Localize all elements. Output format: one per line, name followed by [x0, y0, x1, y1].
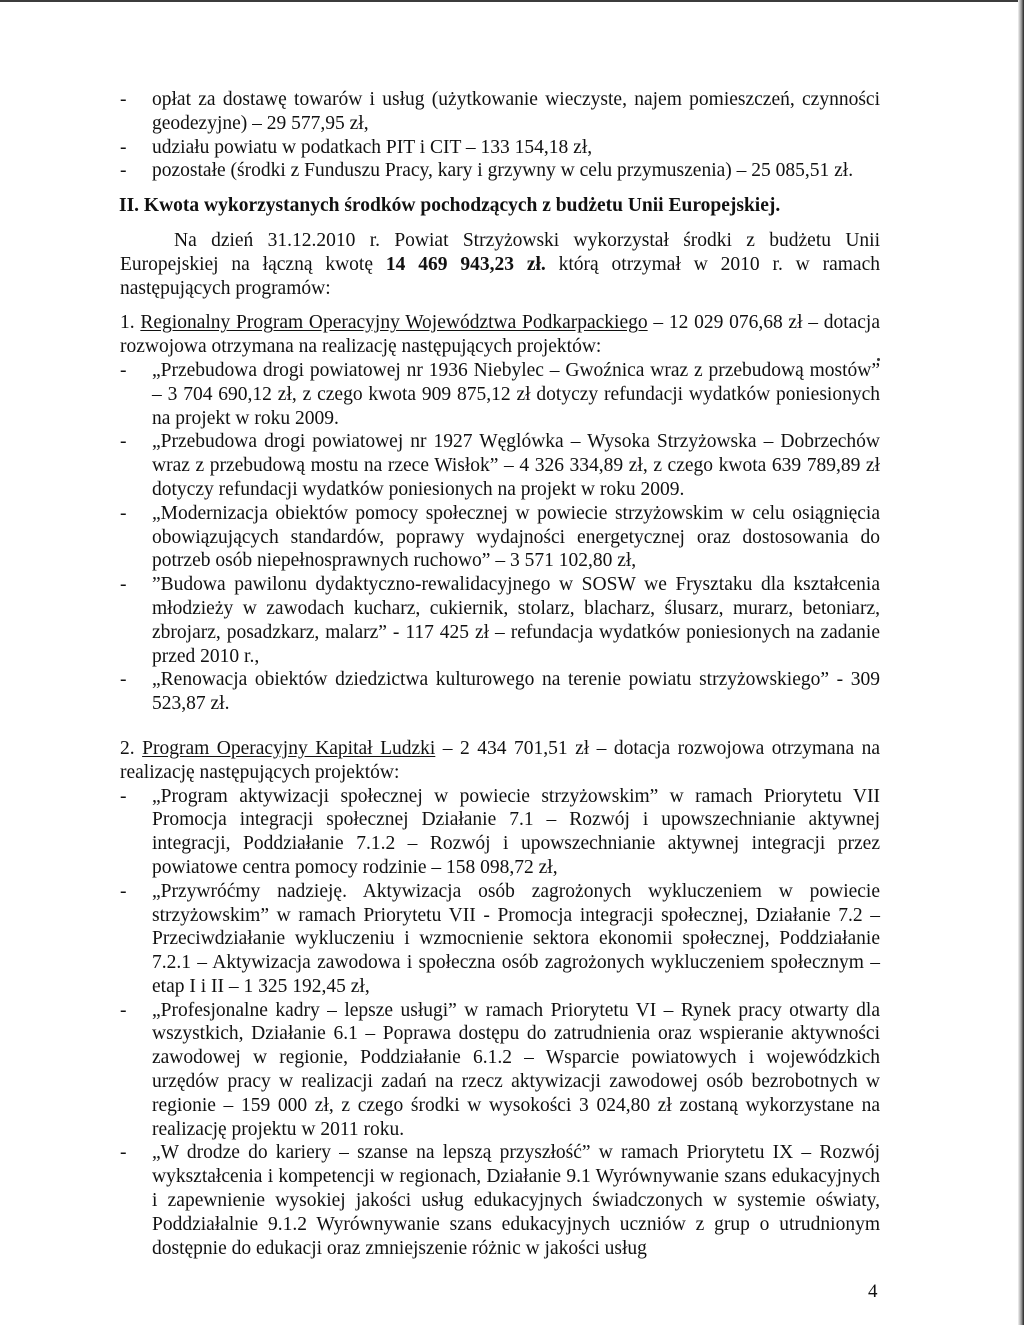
- list-dash: -: [120, 574, 127, 596]
- list-item-text: udziału powiatu w podatkach PIT i CIT – 133 154,18 zł,: [152, 136, 593, 158]
- list-item: [120, 880, 880, 999]
- list-item: [120, 359, 880, 430]
- list-item-text: ”Budowa pawilonu dydaktyczno-rewalidacyjnego w SOSW we Frysztaku dla kształcenia młodzieży w zawodach kucharz, cukiernik, stolarz, blacharz, ślusarz, murarz, betoniarz, zbrojarz, posadzkarz, malarz” - 117 425 zł – refundacja wydatków poniesionych na zadanie przed 2010 r.,: [152, 574, 880, 667]
- intro-text-before: Na dzień 31.12.2010 r. Powiat Strzyżowski wykorzystał środki z budżetu Unii Europejskiej na łączną kwotę: [120, 229, 880, 275]
- page-number: 4: [868, 1281, 878, 1302]
- list-item-text: „Przebudowa drogi powiatowej nr 1936 Niebylec – Gwoźnica wraz z przebudową mostów” – 3 704 690,12 zł, z czego kwota 909 875,12 zł dotyczy refundacji wydatków poniesionych na projekt w roku 2009.: [152, 359, 880, 429]
- list-item-text: opłat za dostawę towarów i usług (użytkowanie wieczyste, najem pomieszczeń, czynności geodezyjne) – 29 577,95 zł,: [152, 89, 880, 134]
- list-dash: -: [120, 502, 127, 524]
- list-item: [120, 1141, 880, 1260]
- list-item-text: „Renowacja obiektów dziedzictwa kulturowego na terenie powiatu strzyżowskiego” - 309 523,87 zł.: [152, 669, 880, 715]
- section-ii-heading: II. Kwota wykorzystanych środków pochodzących z budżetu Unii Europejskiej.: [119, 195, 781, 217]
- program-2-heading: [120, 737, 880, 785]
- intro-text-after: którą otrzymał w 2010 r. w ramach następujących programów:: [120, 253, 880, 299]
- section-i-tail-list: [120, 88, 880, 183]
- list-item: [120, 159, 880, 183]
- list-item-text: „Modernizacja obiektów pomocy społecznej w powiecie strzyżowskim w celu osiągnięcia obowiązujących standardów, poprawy wydajności energetycznej oraz dostosowania do potrzeb osób niepełnosprawnych ruchowo” – 3 571 102,80 zł,: [152, 502, 880, 572]
- list-dash: -: [120, 136, 127, 158]
- list-dash: -: [120, 359, 127, 381]
- list-item: [120, 88, 880, 136]
- list-item-text: „Profesjonalne kadry – lepsze usługi” w ramach Priorytetu VI – Rynek pracy otwarty dla wszystkich, Działanie 6.1 – Poprawa dostępu do zatrudnienia oraz wspieranie aktywności zawodowej w regionie, Poddziałanie 6.1.2 – Wsparcie powiatowych i wojewódzkich urzędów pracy w realizacji zadań na rzecz aktywizacji zawodowej osób bezrobotnych w regionie – 159 000 zł, z czego środki w wysokości 3 024,80 zł zostaną wykorzystane na realizację projektu w 2011 roku.: [152, 999, 880, 1140]
- list-item: [120, 573, 880, 668]
- list-dash: -: [120, 431, 127, 453]
- intro-total-amount: 14 469 943,23 zł.: [385, 253, 546, 275]
- scan-right-edge: [1018, 0, 1024, 1325]
- list-item-text: „Przywróćmy nadzieję. Aktywizacja osób zagrożonych wykluczeniem w powiecie strzyżowskim” w ramach Priorytetu VII - Promocja integracji społecznej, Działanie 7.2 – Przeciwdziałanie wykluczeniu i wzmocnienie sektora ekonomii społecznej, Poddziałanie 7.2.1 – Aktywizacja zawodowa i społeczna osób zagrożonych wykluczeniem społecznym – etap I i II – 1 325 192,45 zł,: [152, 880, 880, 997]
- program-1-description: – 12 029 076,68 zł – dotacja rozwojowa otrzymana na realizację następujących projektów:: [120, 312, 881, 358]
- list-item: [120, 785, 880, 880]
- list-item-text: „W drodze do kariery – szanse na lepszą przyszłość” w ramach Priorytetu IX – Rozwój wykształcenia i kompetencji w regionach, Działanie 9.1 Wyrównywanie szans edukacyjnych i zapewnienie wysokiej jakości usług edukacyjnych świadczonych w systemie oświaty, Poddziałalnie 9.1.2 Wyrównywanie szans edukacyjnych uczniów z grup o utrudnionym dostępnie do edukacji oraz zmniejszenie różnic w jakości usług: [152, 1142, 880, 1259]
- list-dash: -: [120, 1142, 127, 1164]
- list-item-text: „Przebudowa drogi powiatowej nr 1927 Węglówka – Wysoka Strzyżowska – Dobrzechów wraz z przebudową mostu na rzece Wisłok” – 4 326 334,89 zł, z czego kwota 639 789,89 zł dotyczy refundacji wydatków poniesionych na projekt w roku 2009.: [152, 431, 880, 500]
- document-page: [120, 88, 880, 1260]
- section-ii-intro: [120, 229, 880, 300]
- list-item: [120, 668, 880, 716]
- list-item: [120, 999, 880, 1142]
- program-2-projects: [120, 785, 880, 1261]
- program-1-projects: [120, 359, 880, 716]
- list-item: [120, 136, 880, 160]
- program-2-name: Program Operacyjny Kapitał Ludzki: [142, 737, 436, 759]
- list-item-text: „Program aktywizacji społecznej w powiecie strzyżowskim” w ramach Priorytetu VII Promocja integracji społecznej Działanie 7.1 – Rozwój i upowszechnianie aktywnej integracji, Poddziałanie 7.1.2 – Rozwój i upowszechnianie aktywnej integracji przez powiatowe centra pomocy rodzinie – 158 098,72 zł,: [152, 785, 880, 878]
- list-dash: -: [120, 669, 127, 691]
- list-dash: -: [120, 89, 127, 110]
- program-1-heading: [120, 311, 880, 359]
- program-2-description: – 2 434 701,51 zł – dotacja rozwojowa otrzymana na realizację następujących projektów:: [120, 737, 880, 783]
- scan-top-edge: [0, 0, 1024, 8]
- program-1-number: 1.: [120, 312, 141, 334]
- list-dash: -: [120, 160, 127, 182]
- program-1: [120, 311, 880, 716]
- list-item-text: pozostałe (środki z Funduszu Pracy, kary i grzywny w celu przymuszenia) – 25 085,51 zł.: [152, 160, 854, 182]
- list-dash: -: [120, 785, 127, 807]
- list-dash: -: [120, 999, 127, 1021]
- list-dash: -: [120, 880, 127, 902]
- list-item: [120, 430, 880, 501]
- program-2-number: 2.: [120, 737, 143, 759]
- program-2: [120, 737, 880, 1261]
- list-item: [120, 502, 880, 573]
- program-1-name: Regionalny Program Operacyjny Województwa Podkarpackiego: [140, 312, 648, 334]
